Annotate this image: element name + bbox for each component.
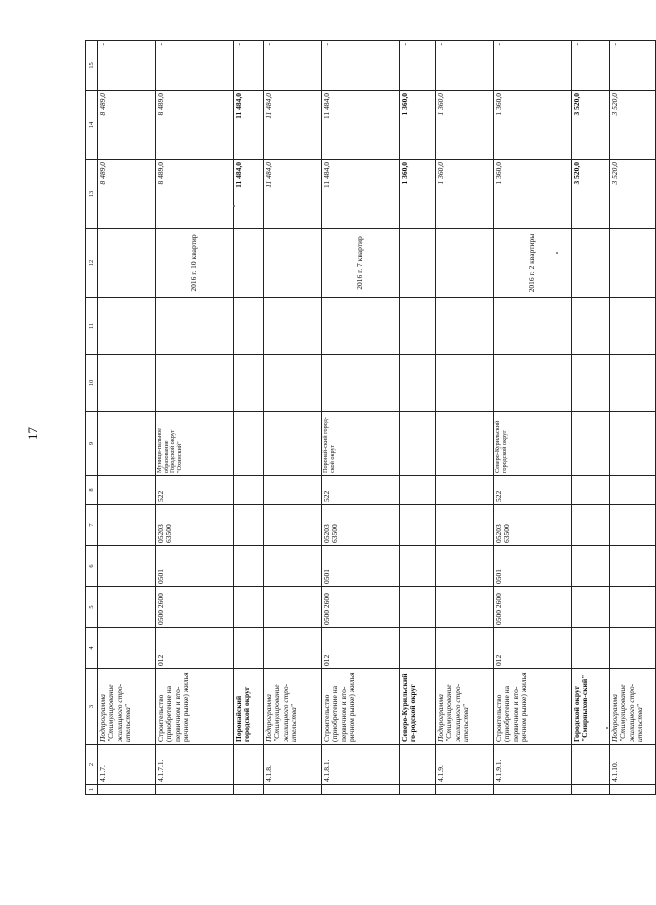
cell-col-1 bbox=[400, 785, 436, 795]
cell-col-4 bbox=[572, 628, 610, 669]
cell-col-1 bbox=[436, 785, 494, 795]
header-cell: 10 bbox=[86, 355, 98, 412]
cell-col-15: - bbox=[610, 41, 656, 91]
header-cell: 15 bbox=[86, 41, 98, 91]
header-cell: 13 bbox=[86, 160, 98, 229]
header-cell: 8 bbox=[86, 476, 98, 505]
cell-col-14: 3 520,0 bbox=[610, 91, 656, 160]
budget-table bbox=[85, 40, 656, 795]
table-row bbox=[572, 41, 610, 795]
cell-col-13: 8 489,0 bbox=[156, 160, 234, 229]
cell-col-2: 4.1.8.1. bbox=[322, 745, 400, 785]
cell-col-4: 012 bbox=[156, 628, 234, 669]
cell-col-4: 012 bbox=[494, 628, 572, 669]
cell-col-10 bbox=[264, 355, 322, 412]
cell-col-9: Поронай-ский город-ской округ bbox=[322, 412, 400, 476]
cell-col-11 bbox=[156, 298, 234, 355]
cell-col-5 bbox=[572, 587, 610, 628]
table-row bbox=[98, 41, 156, 795]
cell-col-11 bbox=[264, 298, 322, 355]
cell-col-9 bbox=[436, 412, 494, 476]
cell-col-12: 2016 г. 2 квартиры bbox=[494, 229, 572, 298]
cell-col-13: 3 520,0 bbox=[572, 160, 610, 229]
cell-col-3: Городской округ "Смирныхов-ский" bbox=[572, 669, 610, 745]
table-row bbox=[400, 41, 436, 795]
table-row bbox=[494, 41, 572, 795]
cell-col-15: - bbox=[494, 41, 572, 91]
cell-col-3: Подпрограмма "Стимулирование жилищного стро-ительства" bbox=[436, 669, 494, 745]
header-cell: 7 bbox=[86, 505, 98, 546]
cell-col-7 bbox=[234, 505, 264, 546]
cell-col-5 bbox=[436, 587, 494, 628]
cell-col-5 bbox=[264, 587, 322, 628]
cell-col-10 bbox=[436, 355, 494, 412]
cell-col-7 bbox=[610, 505, 656, 546]
cell-col-3: Северо-Курильский го-родской округ bbox=[400, 669, 436, 745]
cell-col-12 bbox=[436, 229, 494, 298]
cell-col-2 bbox=[400, 745, 436, 785]
cell-col-2: 4.1.9. bbox=[436, 745, 494, 785]
table-row bbox=[322, 41, 400, 795]
cell-col-9 bbox=[264, 412, 322, 476]
header-cell: 1 bbox=[86, 785, 98, 795]
cell-col-2: 4.1.10. bbox=[610, 745, 656, 785]
cell-col-13: 11 484,0 bbox=[234, 160, 264, 229]
cell-col-13: 11 484,0 bbox=[322, 160, 400, 229]
cell-col-1 bbox=[494, 785, 572, 795]
cell-col-13: 3 520,0 bbox=[610, 160, 656, 229]
cell-col-12 bbox=[98, 229, 156, 298]
page-number: 17 bbox=[25, 427, 40, 440]
cell-col-14: 11 484,0 bbox=[264, 91, 322, 160]
scan-speck bbox=[233, 205, 235, 207]
cell-col-6 bbox=[234, 546, 264, 587]
cell-col-7 bbox=[400, 505, 436, 546]
cell-col-15: - bbox=[400, 41, 436, 91]
cell-col-5 bbox=[98, 587, 156, 628]
table-row bbox=[436, 41, 494, 795]
cell-col-8 bbox=[234, 476, 264, 505]
table-row bbox=[156, 41, 234, 795]
header-cell: 12 bbox=[86, 229, 98, 298]
cell-col-14: 1 360,0 bbox=[436, 91, 494, 160]
cell-col-4 bbox=[436, 628, 494, 669]
cell-col-7: 05203 63500 bbox=[322, 505, 400, 546]
cell-col-6 bbox=[436, 546, 494, 587]
cell-col-5 bbox=[234, 587, 264, 628]
cell-col-15: - bbox=[322, 41, 400, 91]
cell-col-4 bbox=[610, 628, 656, 669]
cell-col-11 bbox=[610, 298, 656, 355]
cell-col-11 bbox=[234, 298, 264, 355]
cell-col-8 bbox=[572, 476, 610, 505]
cell-col-10 bbox=[610, 355, 656, 412]
cell-col-14: 3 520,0 bbox=[572, 91, 610, 160]
cell-col-14: 11 484,0 bbox=[322, 91, 400, 160]
cell-col-5 bbox=[400, 587, 436, 628]
cell-col-12 bbox=[572, 229, 610, 298]
cell-col-12 bbox=[234, 229, 264, 298]
cell-col-6: 0501 bbox=[156, 546, 234, 587]
cell-col-2: 4.1.7. bbox=[98, 745, 156, 785]
cell-col-9: Муници-пальное образование Городской округ "Охинский" bbox=[156, 412, 234, 476]
cell-col-10 bbox=[572, 355, 610, 412]
cell-col-6 bbox=[572, 546, 610, 587]
header-cell: 11 bbox=[86, 298, 98, 355]
cell-col-1 bbox=[610, 785, 656, 795]
cell-col-6 bbox=[98, 546, 156, 587]
cell-col-4 bbox=[98, 628, 156, 669]
scan-speck bbox=[556, 252, 558, 254]
cell-col-1 bbox=[156, 785, 234, 795]
cell-col-7: 05203 63500 bbox=[494, 505, 572, 546]
cell-col-12: 2016 г. 7 квартир bbox=[322, 229, 400, 298]
cell-col-1 bbox=[572, 785, 610, 795]
cell-col-13: 1 360,0 bbox=[494, 160, 572, 229]
header-row bbox=[86, 41, 98, 795]
table-row bbox=[264, 41, 322, 795]
header-cell: 9 bbox=[86, 412, 98, 476]
cell-col-7 bbox=[436, 505, 494, 546]
cell-col-3: Строительство (приобретение на первичном и вто-ричном рынке) жилья bbox=[156, 669, 234, 745]
cell-col-9: Северо-Курильский городской округ bbox=[494, 412, 572, 476]
cell-col-4 bbox=[264, 628, 322, 669]
cell-col-6: 0501 bbox=[494, 546, 572, 587]
cell-col-11 bbox=[322, 298, 400, 355]
cell-col-8 bbox=[264, 476, 322, 505]
cell-col-14: 8 489,0 bbox=[98, 91, 156, 160]
cell-col-8: 522 bbox=[494, 476, 572, 505]
cell-col-9 bbox=[572, 412, 610, 476]
cell-col-7 bbox=[572, 505, 610, 546]
cell-col-11 bbox=[572, 298, 610, 355]
cell-col-1 bbox=[98, 785, 156, 795]
cell-col-15: - bbox=[436, 41, 494, 91]
cell-col-8: 522 bbox=[156, 476, 234, 505]
cell-col-1 bbox=[322, 785, 400, 795]
cell-col-5: 0500 2600 bbox=[322, 587, 400, 628]
cell-col-14: 1 360,0 bbox=[400, 91, 436, 160]
cell-col-15: - bbox=[264, 41, 322, 91]
cell-col-15: - bbox=[572, 41, 610, 91]
cell-col-1 bbox=[264, 785, 322, 795]
cell-col-13: 1 360,0 bbox=[400, 160, 436, 229]
cell-col-13: 11 484,0 bbox=[264, 160, 322, 229]
cell-col-14: 11 484,0 bbox=[234, 91, 264, 160]
cell-col-10 bbox=[400, 355, 436, 412]
cell-col-12 bbox=[610, 229, 656, 298]
header-cell: 2 bbox=[86, 745, 98, 785]
cell-col-13: 8 489,0 bbox=[98, 160, 156, 229]
cell-col-15: - bbox=[98, 41, 156, 91]
cell-col-6: 0501 bbox=[322, 546, 400, 587]
header-cell: 3 bbox=[86, 669, 98, 745]
cell-col-3: Поронайский городской округ bbox=[234, 669, 264, 745]
cell-col-10 bbox=[322, 355, 400, 412]
cell-col-4 bbox=[234, 628, 264, 669]
table-region bbox=[85, 41, 645, 795]
cell-col-3: Строительство (приобретение на первичном и вто-ричном рынке) жилья bbox=[322, 669, 400, 745]
cell-col-8 bbox=[436, 476, 494, 505]
cell-col-12 bbox=[264, 229, 322, 298]
header-cell: 5 bbox=[86, 587, 98, 628]
cell-col-15: - bbox=[234, 41, 264, 91]
header-cell: 14 bbox=[86, 91, 98, 160]
cell-col-7 bbox=[264, 505, 322, 546]
cell-col-2: 4.1.9.1. bbox=[494, 745, 572, 785]
cell-col-6 bbox=[610, 546, 656, 587]
cell-col-2: 4.1.8. bbox=[264, 745, 322, 785]
cell-col-8 bbox=[98, 476, 156, 505]
cell-col-3: Подпрограмма "Стимулирование жилищного стро-ительства" bbox=[264, 669, 322, 745]
header-cell: 6 bbox=[86, 546, 98, 587]
cell-col-4 bbox=[400, 628, 436, 669]
cell-col-8: 522 bbox=[322, 476, 400, 505]
cell-col-5: 0500 2600 bbox=[494, 587, 572, 628]
cell-col-3: Подпрограмма "Стимулирование жилищного стро-ительства" bbox=[610, 669, 656, 745]
header-cell: 4 bbox=[86, 628, 98, 669]
cell-col-11 bbox=[400, 298, 436, 355]
cell-col-6 bbox=[400, 546, 436, 587]
cell-col-10 bbox=[494, 355, 572, 412]
cell-col-3: Строительство (приобретение на первичном и вто-ричном рынке) жилья bbox=[494, 669, 572, 745]
cell-col-2: 4.1.7.1. bbox=[156, 745, 234, 785]
cell-col-11 bbox=[436, 298, 494, 355]
table-row bbox=[610, 41, 656, 795]
cell-col-6 bbox=[264, 546, 322, 587]
cell-col-8 bbox=[610, 476, 656, 505]
table-row bbox=[234, 41, 264, 795]
cell-col-5: 0500 2600 bbox=[156, 587, 234, 628]
cell-col-12 bbox=[400, 229, 436, 298]
cell-col-9 bbox=[610, 412, 656, 476]
cell-col-10 bbox=[98, 355, 156, 412]
cell-col-13: 1 360,0 bbox=[436, 160, 494, 229]
cell-col-2 bbox=[234, 745, 264, 785]
cell-col-11 bbox=[494, 298, 572, 355]
cell-col-15: - bbox=[156, 41, 234, 91]
cell-col-2 bbox=[572, 745, 610, 785]
cell-col-8 bbox=[400, 476, 436, 505]
cell-col-5 bbox=[610, 587, 656, 628]
cell-col-11 bbox=[98, 298, 156, 355]
cell-col-4: 012 bbox=[322, 628, 400, 669]
cell-col-1 bbox=[234, 785, 264, 795]
cell-col-3: Подпрограмма "Стимулирование жилищного стро-ительства" bbox=[98, 669, 156, 745]
cell-col-14: 1 360,0 bbox=[494, 91, 572, 160]
cell-col-7 bbox=[98, 505, 156, 546]
cell-col-9 bbox=[98, 412, 156, 476]
cell-col-10 bbox=[234, 355, 264, 412]
cell-col-10 bbox=[156, 355, 234, 412]
cell-col-7: 05203 63500 bbox=[156, 505, 234, 546]
cell-col-9 bbox=[400, 412, 436, 476]
cell-col-12: 2016 г. 10 квартир bbox=[156, 229, 234, 298]
cell-col-14: 8 489,0 bbox=[156, 91, 234, 160]
scan-speck bbox=[606, 727, 608, 729]
cell-col-9 bbox=[234, 412, 264, 476]
